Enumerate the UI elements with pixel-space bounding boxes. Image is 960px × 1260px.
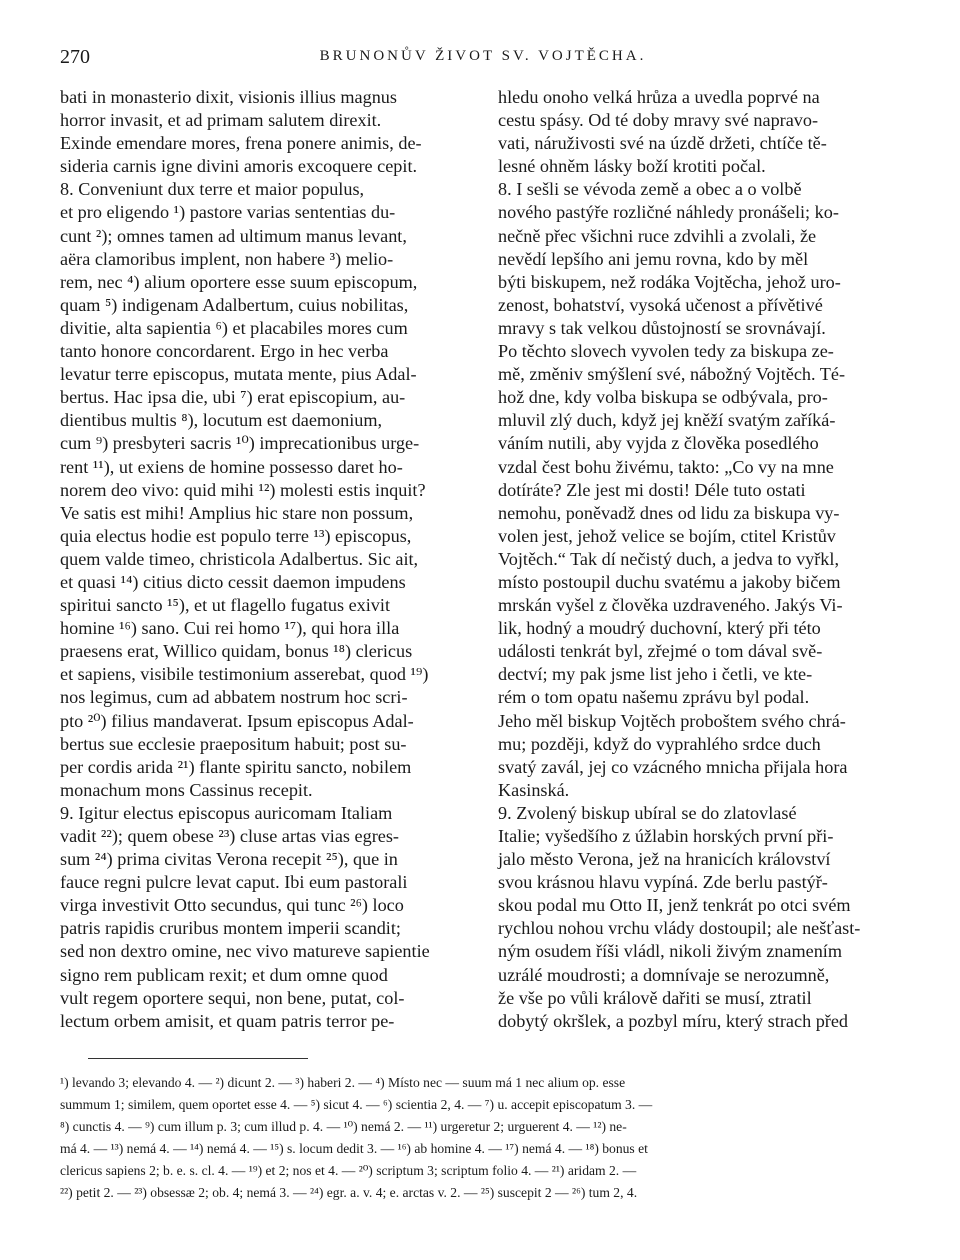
footnote-line: má 4. — ¹³) nemá 4. — ¹⁴) nemá 4. — ¹⁵) s. locum dedit 3. — ¹⁶) ab homine 4. — ¹⁷) nemá 4. — ¹⁸) bonus et — [60, 1141, 648, 1156]
latin-text-line: horror invasit, et ad primam salutem direxit. — [60, 110, 382, 131]
czech-text-line: vati, náruživosti své na úzdě držeti, chtíče tě- — [498, 133, 827, 154]
czech-text-line: svou krásnou hlavu vypíná. Zde berlu pastýř- — [498, 872, 828, 893]
footnote-line: ⁸) cunctis 4. — ⁹) cum illum p. 3; cum illud p. 4. — ¹⁰) nemá 2. — ¹¹) urgeretur 2; urguerent 4. — ¹²) ne- — [60, 1119, 627, 1134]
latin-text-line: quia electus hodie est populo terre ¹³) episcopus, — [60, 525, 412, 546]
latin-text-line: quem valde timeo, christicola Adalbertus. Sic ait, — [60, 548, 419, 569]
czech-text-line: nečně přec všichni ruce zdvihli a zvolali, že — [498, 225, 817, 246]
czech-text-line: Italie; vyšedšího z úžlabin horských první při- — [498, 826, 834, 846]
latin-text-line: 9. Igitur electus episcopus auricomam Italiam — [60, 802, 393, 823]
czech-text-line: 9. Zvolený biskup ubíral se do zlatovlasé — [498, 802, 797, 823]
latin-text-line: cunt ²); omnes tamen ad ultimum manus levant, — [60, 225, 407, 246]
footnote-line: ²²) petit 2. — ²³) obsessæ 2; ob. 4; nemá 3. — ²⁴) egr. a. v. 4; e. arctas v. 2. — ²⁵) suscepit 2 — ²⁶) tum 2, 4. — [60, 1185, 638, 1200]
latin-text-line: signo rem publicam rexit; et dum omne quod — [60, 964, 388, 985]
latin-text-line: lectum orbem amisit, et quam patris terror pe- — [60, 1010, 395, 1031]
czech-text-line: Kasinská. — [498, 779, 570, 800]
czech-text-line: že vše po vůli králově dařiti se musí, ztratil — [498, 987, 812, 1008]
czech-text-line: uzrálé moudrosti; a domnívaje se nerozumně, — [498, 964, 830, 985]
czech-text-line: události tenkrát byl, zřejmé o tom dával svě- — [498, 641, 823, 662]
czech-text-line: dectví; my pak jsme list jeho i četli, ve kte- — [498, 664, 813, 685]
czech-text-line: nového pastýře rozličné náhledy pronášeli; ko- — [498, 202, 839, 223]
latin-text-line: per cordis arida ²¹) flante spiritu sancto, nobilem — [60, 756, 412, 777]
latin-text-line: 8. Conveniunt dux terre et maior populus, — [60, 179, 365, 200]
latin-text-line: tanto honore concordarent. Ergo in hec verba — [60, 341, 389, 362]
czech-text-line: rém o tom opatu našemu zprávu byl podal. — [498, 687, 810, 708]
czech-text-line: lik, hodný a moudrý duchovní, který při této — [498, 618, 821, 639]
page-header — [60, 46, 906, 70]
latin-text-line: patris rapidis cruribus montem imperii scandit; — [60, 918, 401, 939]
page-number: 270 — [60, 46, 90, 68]
czech-text-line: mluvil zlý duch, když jej kněží svatým zaříká- — [498, 410, 836, 431]
czech-text-line: mravy s tak velkou důstojností se srovnávají. — [498, 317, 826, 338]
latin-text-line: et quasi ¹⁴) citius dicto cessit daemon impudens — [60, 571, 406, 592]
czech-text-line: váním nutili, aby vyjda z člověka posedlého — [498, 433, 819, 454]
czech-text-line: jalo město Verona, jež na hranicích království — [498, 849, 831, 870]
latin-text-line: aëra clamoribus implent, non habere ³) melio- — [60, 248, 394, 269]
czech-text-line: volen jest, jehož velice se bojím, ctitel Kristův — [498, 525, 836, 546]
latin-text-line: et sapiens, visibile testimonium asserebat, quod ¹⁹) — [60, 664, 429, 685]
czech-text-line: Vojtěch.“ Tak dí nečistý duch, a jedva to vyřkl, — [498, 548, 840, 569]
latin-text-line: bati in monasterio dixit, visionis illius magnus — [60, 87, 397, 107]
czech-text-line: mě, změniv smýšlení své, nábožný Vojtěch. Té- — [498, 364, 846, 385]
latin-text-line: nos legimus, cum ad abbatem nostrum hoc scri- — [60, 687, 408, 708]
latin-text-line: pto ²⁰) filius mandaverat. Ipsum episcopus Adal- — [60, 710, 414, 731]
latin-text-line: monachum mons Cassinus recepit. — [60, 779, 313, 800]
czech-text-line: hož dne, kdy volba biskupa se odbývala, pro- — [498, 387, 828, 408]
latin-text-line: rem, nec ⁴) alium oportere esse suum episcopum, — [60, 271, 418, 292]
czech-text-line: zenost, bohatství, vysoká učenost a přívětivé — [498, 294, 823, 315]
czech-text-line: Po těchto slovech vyvolen tedy za biskupa ze- — [498, 341, 834, 362]
czech-text-line: býti biskupem, než rodáka Vojtěcha, jehož uro- — [498, 271, 841, 292]
footnote-separator — [88, 1058, 308, 1059]
czech-text-line: 8. I sešli se vévoda země a obec a o volbě — [498, 179, 802, 200]
czech-text-line: místo postoupil duchu svatému a jakoby bičem — [498, 571, 841, 592]
czech-text-line: dotíráte? Zle jest mi dosti! Déle tuto ostati — [498, 479, 806, 500]
latin-text-line: sum ²⁴) prima civitas Verona recepit ²⁵), que in — [60, 849, 398, 870]
czech-text-line: rychlou nohou vrchu vlády dostoupil; ale nešťast- — [498, 918, 861, 939]
latin-text-line: dientibus multis ⁸), locutum est daemonium, — [60, 410, 383, 431]
latin-text-line: homine ¹⁶) sano. Cui rei homo ¹⁷), qui hora illa — [60, 618, 400, 639]
czech-text-line: hledu onoho velká hrůza a uvedla poprvé na — [498, 87, 820, 107]
czech-text-line: cestu spásy. Od té doby mravy své napravo- — [498, 110, 819, 131]
latin-text-line: bertus sue ecclesie praepositum habuit; post su- — [60, 733, 407, 754]
latin-text-line: rent ¹¹), ut exiens de homine possesso daret ho- — [60, 456, 403, 477]
czech-text-line: lesné ohněm lásky boží krotiti počal. — [498, 156, 766, 177]
latin-text-line: vadit ²²); quem obese ²³) cluse artas vias egres- — [60, 826, 399, 846]
latin-text-line: et pro eligendo ¹) pastore varias sententias du- — [60, 202, 396, 223]
czech-text-line: vzdal čest bohu živému, takto: „Co vy na mne — [498, 456, 834, 477]
latin-text-line: Ve satis est mihi! Amplius hic stare non possum, — [60, 502, 414, 523]
latin-text-line: virga investivit Otto secundus, qui tunc ²⁶) loco — [60, 895, 404, 916]
czech-text-line: mrskán vyšel z člověka uzdraveného. Jakýs Vi- — [498, 595, 843, 616]
czech-text-line: mu; později, když do vyprahlého srdce duch — [498, 733, 821, 754]
running-head: BRUNONŮV ŽIVOT SV. VOJTĚCHA. — [319, 48, 647, 64]
latin-text-column — [60, 86, 473, 1033]
latin-text-line: quam ⁵) indigenam Adalbertum, cuius nobilitas, — [60, 294, 409, 315]
czech-text-line: nevědí lepšího ani jemu rovna, kdo by měl — [498, 248, 809, 269]
latin-text-line: sideria carnis igne divini amoris excoquere cepit. — [60, 156, 418, 177]
latin-text-line: divitie, alta sapientia ⁶) et placabiles mores cum — [60, 317, 408, 338]
latin-text-line: vult regem oportere sequi, non bene, putat, col- — [60, 987, 405, 1008]
footnotes — [60, 1072, 906, 1204]
czech-text-column — [498, 86, 906, 1033]
latin-text-line: norem deo vivo: quid mihi ¹²) molesti estis inquit? — [60, 479, 426, 500]
footnote-line: summum 1; similem, quem oportet esse 4. — ⁵) sicut 4. — ⁶) scientia 2, 4. — ⁷) u. accepit episcopatum 3. — — [60, 1097, 653, 1112]
latin-text-line: Exinde emendare mores, frena ponere animis, de- — [60, 133, 422, 154]
czech-text-line: skou podal mu Otto II, jenž tenkrát po otci svém — [498, 895, 851, 916]
footnote-line: clericus sapiens 2; b. e. s. cl. 4. — ¹⁹) et 2; nos et 4. — ²⁰) scriptum 3; scriptum folio 4. — ²¹) aridam 2. — — [60, 1163, 637, 1178]
latin-text-line: fauce regni pulcre levat caput. Ibi eum pastorali — [60, 872, 408, 893]
czech-text-line: Jeho měl biskup Vojtěch proboštem svého chrá- — [498, 710, 846, 731]
latin-text-line: cum ⁹) presbyteri sacris ¹⁰) imprecationibus urge- — [60, 433, 420, 454]
latin-text-line: spiritui sancto ¹⁵), et ut flagello fugatus exivit — [60, 595, 391, 616]
czech-text-line: ným osudem říši vládl, nikoli živým znamením — [498, 941, 842, 962]
footnote-line: ¹) levando 3; elevando 4. — ²) dicunt 2. — ³) haberi 2. — ⁴) Místo nec — suum má 1 nec alium op. esse — [60, 1075, 626, 1090]
czech-text-line: svatý zavál, jej co vzácného mnicha přijala hora — [498, 756, 848, 777]
czech-text-line: dobytý okršlek, a pozbyl míru, který strach před — [498, 1010, 849, 1031]
latin-text-line: bertus. Hac ipsa die, ubi ⁷) erat episcopium, au- — [60, 387, 406, 408]
czech-text-line: nemohu, poněvadž dnes od lidu za biskupa vy- — [498, 502, 840, 523]
latin-text-line: levatur terre episcopus, mutata mente, pius Adal- — [60, 364, 417, 385]
latin-text-line: sed non dextro omine, nec vivo matureve sapientie — [60, 941, 430, 962]
latin-text-line: praesens erat, Willico quidam, bonus ¹⁸) clericus — [60, 641, 413, 662]
